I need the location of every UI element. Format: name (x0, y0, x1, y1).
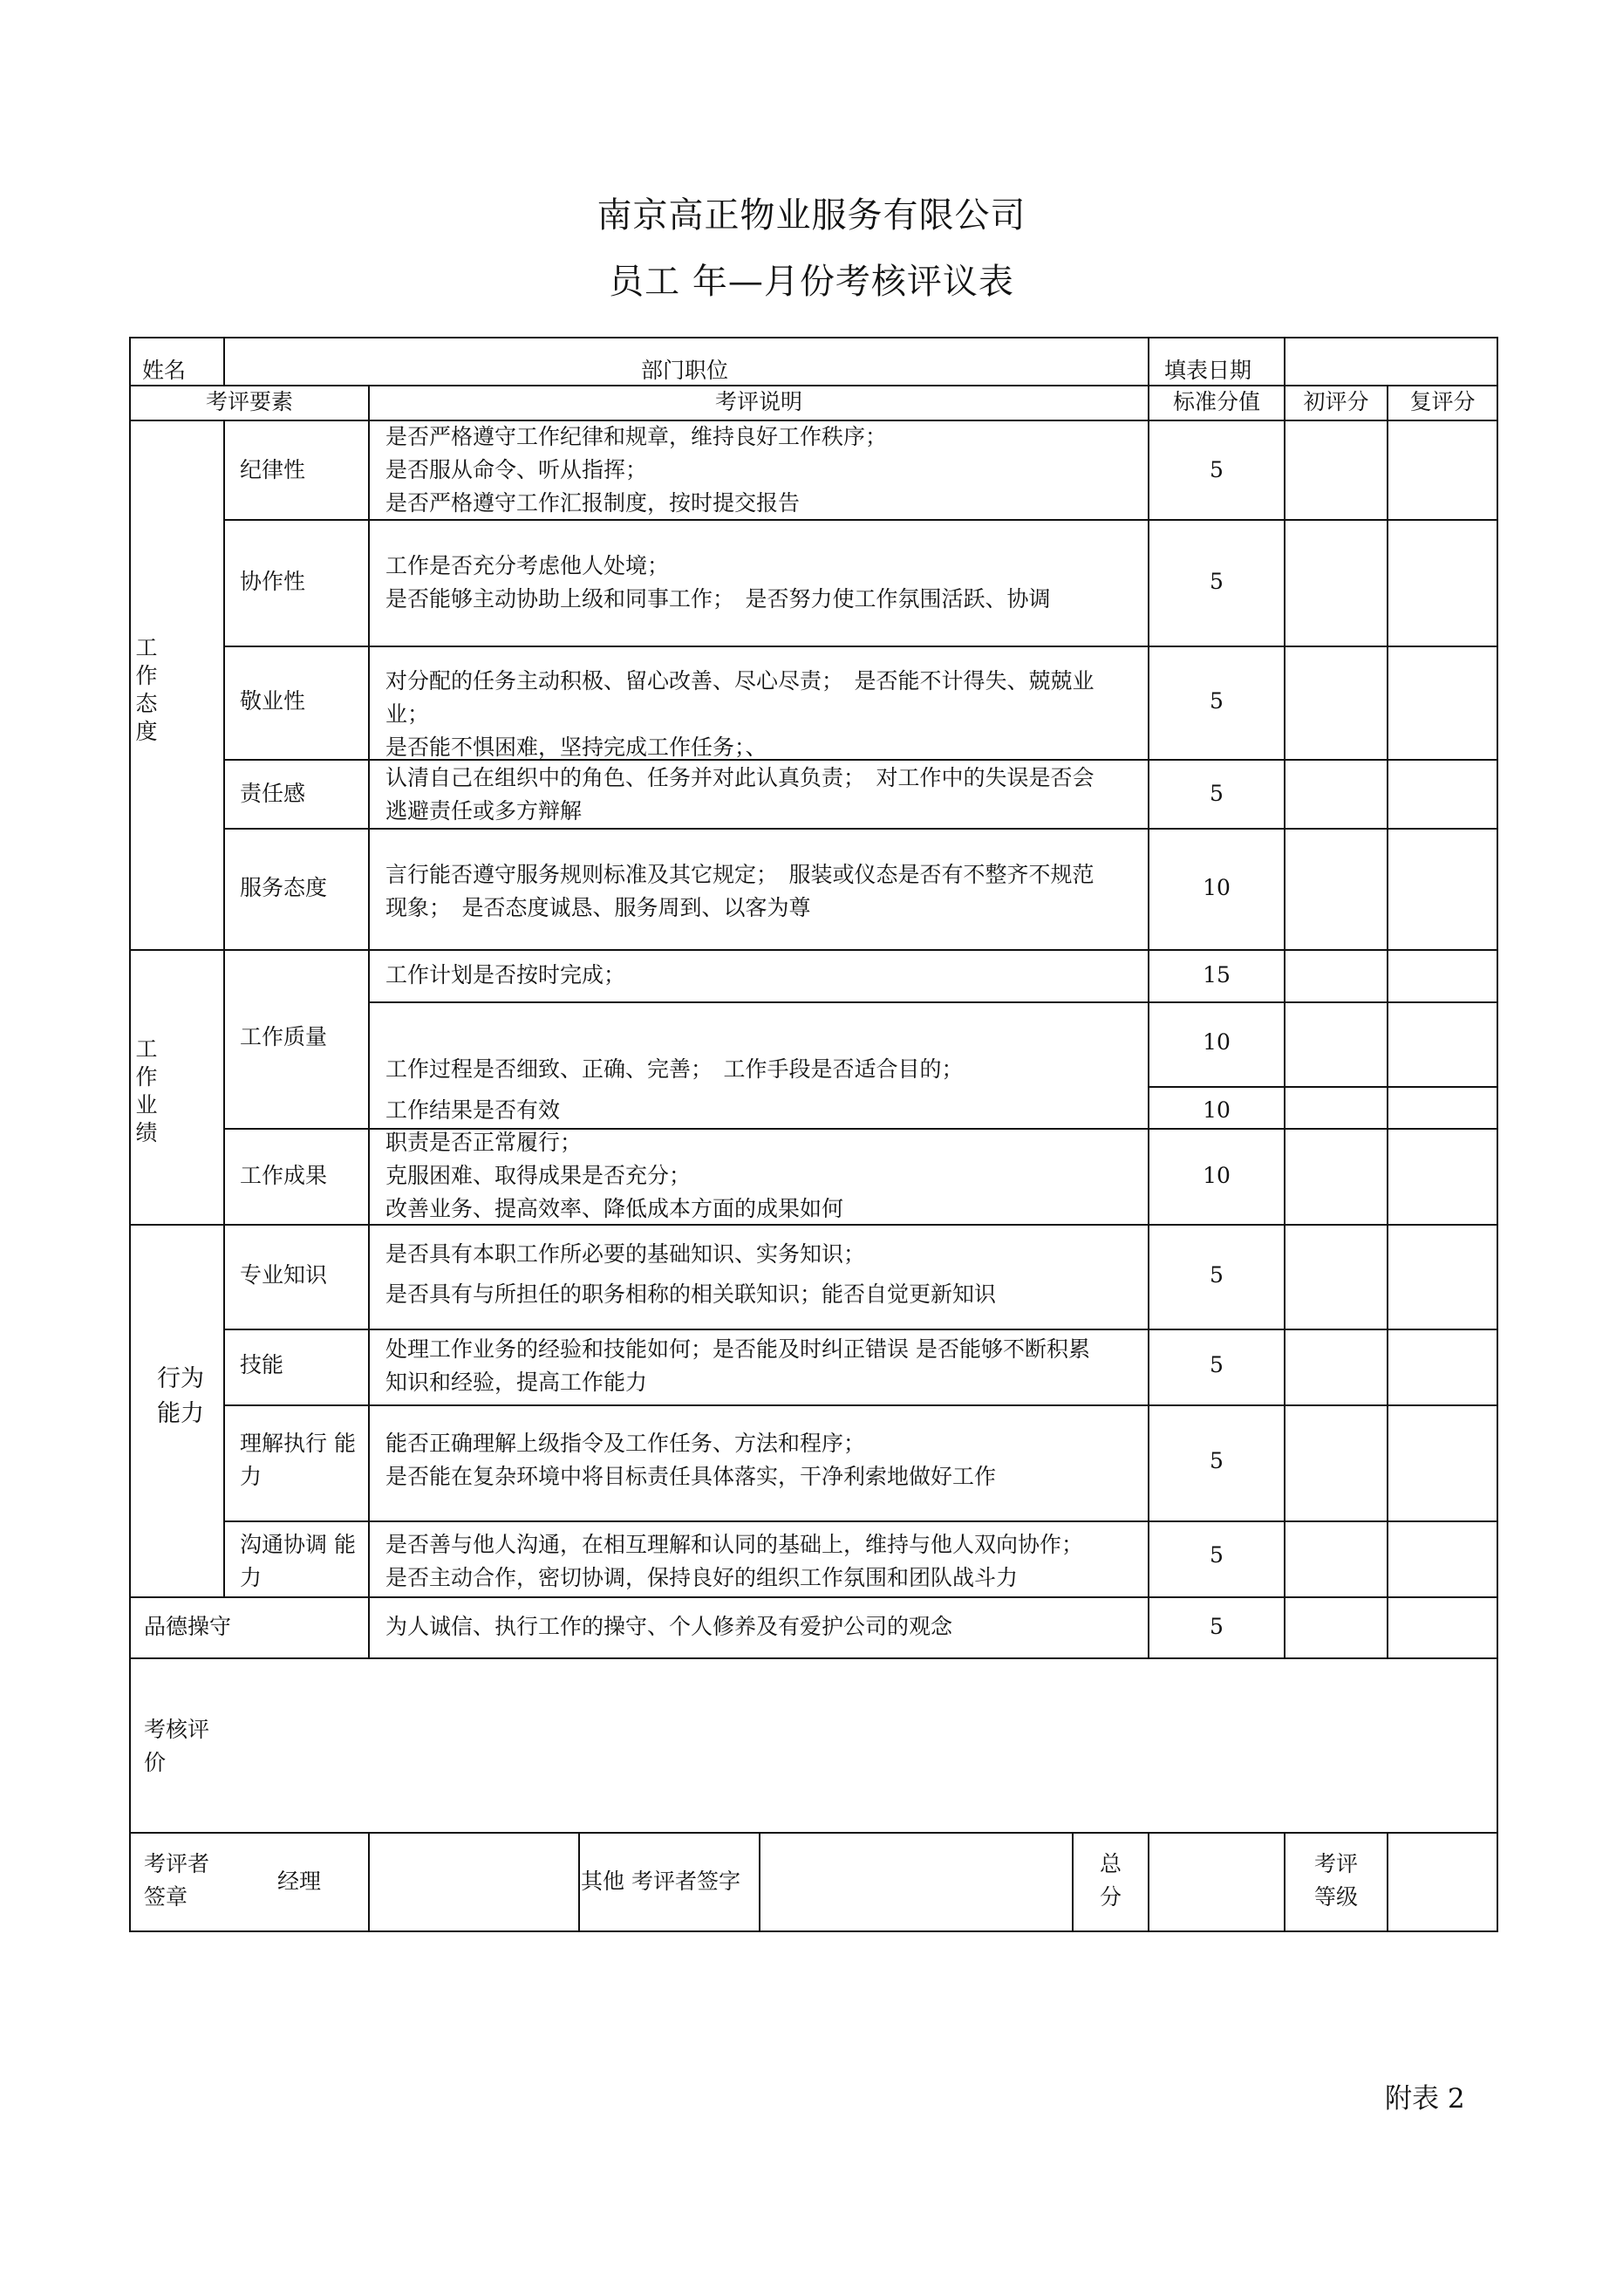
score-responsibility: 5 (1210, 781, 1224, 806)
desc-line: 言行能否遵守服务规则标准及其它规定； 服装或仪态是否有不整齐不规范 (385, 862, 1095, 887)
desc-line: 处理工作业务的经验和技能如何；是否能及时纠正错误 是否能够不断积累 (385, 1336, 1090, 1362)
col-divider (1284, 337, 1285, 1659)
desc-line: 是否主动合作，密切协调，保持良好的组织工作氛围和团队战斗力 (385, 1565, 1019, 1590)
factor-discipline: 纪律性 (240, 457, 306, 482)
score-results: 10 (1203, 1163, 1231, 1188)
col-header-std: 标准分值 (1172, 389, 1260, 414)
desc-line: 是否服从命令、听从指挥； (385, 457, 648, 482)
desc-line: 是否能不惧困难，坚持完成工作任务；、 (385, 735, 767, 760)
col-header-second: 复评分 (1409, 389, 1476, 414)
factor-knowledge: 专业知识 (240, 1262, 328, 1288)
other-evaluator-label: 其他 考评者签字 (581, 1869, 740, 1894)
factor-morality: 品德操守 (144, 1614, 232, 1639)
desc-line: 是否能够主动协助上级和同事工作； 是否努力使工作氛围活跃、协调 (385, 586, 1051, 612)
row-divider (129, 1657, 1497, 1659)
page-title: 南京高正物业服务有限公司 (597, 195, 1026, 236)
score-skill: 5 (1210, 1352, 1224, 1377)
table-border-top (129, 337, 1497, 338)
score-dedication: 5 (1210, 688, 1224, 714)
score-knowledge: 5 (1210, 1262, 1224, 1288)
row-divider (223, 646, 1497, 647)
col-divider (368, 385, 370, 1659)
row-divider (129, 949, 1497, 951)
manager-label: 经理 (277, 1869, 322, 1894)
col-divider (1387, 1832, 1388, 1932)
desc-line: 克服困难、取得成果是否充分； (385, 1163, 692, 1188)
total-score-label: 总 (1099, 1851, 1122, 1876)
factor-dedication: 敬业性 (240, 688, 306, 714)
appendix-label: 附表 2 (1385, 2083, 1465, 2115)
name-label: 姓名 (142, 358, 187, 383)
col-header-factor: 考评要素 (205, 389, 293, 414)
row-divider (223, 1329, 1497, 1330)
desc-line: 是否严格遵守工作汇报制度，按时提交报告 (385, 490, 801, 516)
page-subtitle: 员工 年—月份考核评议表 (609, 262, 1014, 302)
row-divider (368, 1001, 1497, 1003)
score-communication: 5 (1210, 1542, 1224, 1568)
desc-line: 现象； 是否态度诚恳、服务周到、以客为尊 (385, 895, 811, 920)
factor-skill: 技能 (240, 1352, 284, 1377)
factor-cooperation: 协作性 (240, 569, 306, 594)
col-divider (759, 1832, 760, 1932)
factor-understanding-line2: 力 (240, 1464, 263, 1489)
factor-quality: 工作质量 (240, 1024, 328, 1049)
grade-label: 考评 (1313, 1851, 1358, 1876)
desc-line: 对分配的任务主动积极、留心改善、尽心尽责； 是否能不计得失、兢兢业 (385, 668, 1095, 694)
col-divider (223, 337, 225, 386)
factor-communication: 沟通协调 能 (240, 1532, 356, 1557)
row-divider (223, 1520, 1497, 1522)
evaluator-sign-label: 考评者 (144, 1851, 210, 1876)
section-ability: 行为能力 (157, 1365, 204, 1427)
desc-line: 工作过程是否细致、正确、完善； 工作手段是否适合目的； (385, 1056, 964, 1082)
row-divider (223, 1404, 1497, 1406)
factor-results: 工作成果 (240, 1163, 328, 1188)
score-quality-2: 10 (1203, 1029, 1231, 1055)
score-discipline: 5 (1210, 457, 1224, 482)
desc-line: 工作结果是否有效 (385, 1097, 561, 1123)
col-divider (223, 420, 225, 1598)
factor-understanding: 理解执行 能 (240, 1431, 356, 1456)
section-attitude: 工作态度 (135, 635, 158, 744)
table-border-left (129, 337, 131, 1932)
factor-communication-line2: 力 (240, 1565, 263, 1590)
evaluation-label-line2: 价 (144, 1750, 167, 1775)
table-border-bottom (129, 1930, 1497, 1932)
date-label: 填表日期 (1164, 358, 1252, 383)
table-border-right (1497, 337, 1498, 1932)
desc-line: 是否具有与所担任的职务相称的相关联知识；能否自觉更新知识 (385, 1281, 997, 1307)
desc-line: 改善业务、提高效率、降低成本方面的成果如何 (385, 1196, 844, 1221)
row-divider (1149, 1086, 1497, 1088)
evaluator-sign-label-line2: 签章 (144, 1884, 188, 1910)
desc-line: 业； (385, 701, 430, 727)
desc-line: 是否具有本职工作所必要的基础知识、实务知识； (385, 1241, 866, 1267)
score-quality-3: 10 (1203, 1097, 1231, 1123)
evaluation-label: 考核评 (144, 1717, 210, 1742)
factor-service: 服务态度 (240, 875, 328, 900)
desc-line: 职责是否正常履行； (385, 1130, 583, 1155)
desc-line: 是否能在复杂环境中将目标责任具体落实，干净利索地做好工作 (385, 1464, 997, 1489)
col-divider (1387, 385, 1388, 1659)
score-quality-1: 15 (1203, 962, 1231, 987)
factor-responsibility: 责任感 (240, 781, 306, 806)
desc-line: 知识和经验，提高工作能力 (385, 1370, 648, 1395)
section-performance: 工作业绩 (135, 1036, 158, 1145)
desc-line: 是否严格遵守工作纪律和规章，维持良好工作秩序； (385, 424, 888, 449)
col-divider (1148, 1832, 1149, 1932)
col-header-desc: 考评说明 (714, 389, 802, 414)
desc-line: 为人诚信、执行工作的操守、个人修养及有爱护公司的观念 (385, 1614, 953, 1639)
desc-line: 工作计划是否按时完成； (385, 962, 626, 987)
grade-label-line2: 等级 (1313, 1884, 1358, 1910)
desc-line: 是否善与他人沟通，在相互理解和认同的基础上，维持与他人双向协作； (385, 1532, 1084, 1557)
dept-label: 部门职位 (641, 358, 729, 383)
score-cooperation: 5 (1210, 569, 1224, 594)
col-header-first: 初评分 (1303, 389, 1369, 414)
desc-line: 工作是否充分考虑他人处境； (385, 553, 670, 578)
desc-line: 认清自己在组织中的角色、任务并对此认真负责； 对工作中的失误是否会 (385, 765, 1095, 790)
desc-line: 逃避责任或多方辩解 (385, 798, 583, 823)
score-understanding: 5 (1210, 1448, 1224, 1473)
desc-line: 能否正确理解上级指令及工作任务、方法和程序； (385, 1431, 866, 1456)
row-divider (129, 1596, 1497, 1598)
row-divider (129, 1832, 1497, 1834)
row-divider (223, 828, 1497, 830)
row-divider (223, 1128, 368, 1130)
col-divider (578, 1832, 580, 1932)
score-service: 10 (1203, 875, 1231, 900)
total-score-label-line2: 分 (1099, 1884, 1122, 1910)
col-divider (368, 1832, 370, 1932)
score-morality: 5 (1210, 1614, 1224, 1639)
